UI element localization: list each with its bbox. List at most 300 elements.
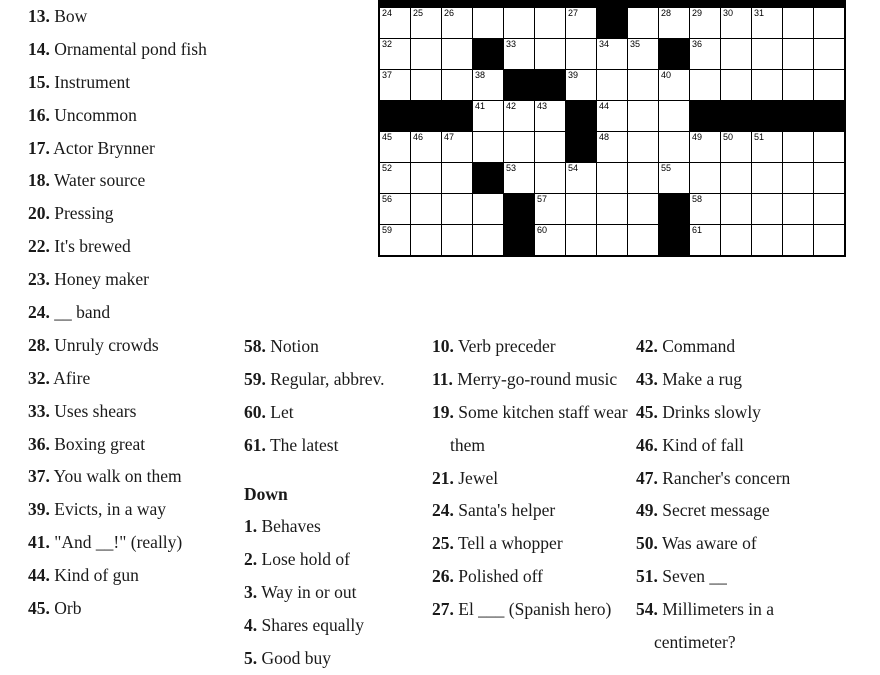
clue-text: The latest	[269, 434, 339, 455]
clue-number: 19.	[432, 401, 454, 422]
grid-cell[interactable]	[411, 225, 442, 257]
clue-number: 10.	[432, 336, 454, 356]
grid-cell-number: 40	[661, 70, 672, 80]
grid-cell[interactable]	[721, 163, 752, 194]
grid-cell[interactable]	[442, 132, 473, 163]
grid-cell[interactable]	[597, 132, 628, 163]
clue-item	[432, 494, 632, 527]
grid-cell-number: 52	[382, 163, 393, 173]
grid-cell-blocked	[628, 0, 659, 8]
clue-text: Kind of fall	[662, 434, 744, 455]
grid-cell-blocked	[783, 0, 814, 8]
grid-cell-blocked	[721, 0, 752, 8]
clue-item	[636, 429, 856, 462]
clue-text: Uncommon	[54, 104, 137, 125]
grid-cell-number: 25	[413, 8, 424, 18]
grid-cell-number: 55	[661, 163, 672, 173]
grid-cell[interactable]	[566, 225, 597, 257]
grid-cell[interactable]	[659, 101, 690, 132]
grid-cell-number: 53	[506, 163, 517, 173]
grid-cell[interactable]	[628, 132, 659, 163]
clue-item	[636, 593, 856, 659]
clue-number: 61.	[244, 434, 266, 455]
grid-cell-number: 58	[692, 194, 703, 204]
clue-item	[244, 609, 424, 642]
grid-cell-number: 33	[506, 39, 517, 49]
clue-number: 25.	[432, 533, 454, 554]
grid-cell[interactable]	[442, 225, 473, 257]
grid-cell-blocked	[566, 132, 597, 163]
grid-cell[interactable]	[752, 163, 783, 194]
clue-number: 60.	[244, 401, 266, 422]
clue-text: Instrument	[54, 71, 131, 92]
clue-number: 2.	[244, 549, 258, 570]
grid-cell-blocked	[504, 70, 535, 101]
clue-text: Command	[662, 336, 736, 356]
grid-cell[interactable]	[690, 39, 721, 70]
grid-cell-blocked	[535, 70, 566, 101]
grid-cell-blocked	[690, 101, 721, 132]
grid-cell-blocked	[690, 0, 721, 8]
clue-item	[432, 560, 632, 593]
clue-text: Notion	[270, 336, 319, 356]
grid-cell-number: 27	[568, 8, 579, 18]
clue-item	[432, 363, 632, 396]
grid-cell[interactable]	[597, 163, 628, 194]
grid-cell[interactable]	[752, 132, 783, 163]
grid-cell[interactable]	[814, 70, 846, 101]
grid-cell[interactable]	[379, 163, 411, 194]
grid-cell[interactable]	[566, 70, 597, 101]
grid-cell[interactable]	[597, 70, 628, 101]
grid-cell-blocked	[752, 0, 783, 8]
grid-cell[interactable]	[721, 132, 752, 163]
grid-cell-number: 57	[537, 194, 548, 204]
grid-cell[interactable]	[473, 194, 504, 225]
grid-cell[interactable]	[721, 194, 752, 225]
grid-cell[interactable]	[473, 132, 504, 163]
clue-item	[28, 132, 260, 165]
grid-cell[interactable]	[504, 101, 535, 132]
grid-row	[379, 101, 845, 132]
clue-number: 59.	[244, 368, 266, 389]
clue-item	[636, 527, 856, 560]
grid-cell[interactable]	[597, 101, 628, 132]
clue-text: Boxing great	[54, 433, 146, 454]
grid-cell[interactable]	[783, 132, 814, 163]
grid-cell[interactable]	[814, 132, 846, 163]
grid-cell[interactable]	[690, 163, 721, 194]
clue-item	[28, 33, 260, 66]
grid-cell-blocked	[473, 39, 504, 70]
clue-text: Santa's helper	[458, 500, 556, 521]
clue-text: Behaves	[261, 516, 321, 537]
clue-item	[636, 396, 856, 429]
grid-cell-blocked	[721, 101, 752, 132]
clue-item	[636, 363, 856, 396]
grid-cell-number: 56	[382, 194, 393, 204]
grid-cell[interactable]	[721, 225, 752, 257]
grid-cell[interactable]	[690, 225, 721, 257]
clue-number: 20.	[28, 203, 50, 224]
grid-cell[interactable]	[690, 194, 721, 225]
grid-cell-number: 61	[692, 225, 703, 235]
clue-text: Bow	[54, 6, 88, 26]
grid-cell[interactable]	[628, 194, 659, 225]
clue-number: 49.	[636, 500, 658, 521]
grid-row	[379, 39, 845, 70]
clue-text: Millimeters in a centimeter?	[654, 599, 775, 653]
grid-row	[379, 194, 845, 225]
clue-item	[28, 395, 260, 428]
grid-cell[interactable]	[504, 163, 535, 194]
grid-cell-number: 31	[754, 8, 765, 18]
grid-cell-number: 38	[475, 70, 486, 80]
clue-column-4	[636, 330, 856, 659]
clue-item	[28, 559, 260, 592]
grid-cell[interactable]	[442, 8, 473, 39]
grid-cell-blocked	[442, 101, 473, 132]
clue-number: 26.	[432, 566, 454, 587]
grid-cell-number: 46	[413, 132, 424, 142]
grid-cell[interactable]	[442, 70, 473, 101]
clue-number: 13.	[28, 6, 50, 26]
grid-cell-number: 37	[382, 70, 393, 80]
clue-number: 27.	[432, 599, 454, 620]
clue-text: Afire	[53, 367, 91, 388]
grid-cell-number: 51	[754, 132, 765, 142]
grid-cell-number: 28	[661, 8, 672, 18]
grid-cell[interactable]	[504, 132, 535, 163]
grid-cell[interactable]	[442, 163, 473, 194]
grid-cell[interactable]	[473, 101, 504, 132]
down-section-heading: Down	[244, 483, 288, 504]
clue-number: 28.	[28, 334, 50, 355]
clue-text: Unruly crowds	[54, 334, 159, 355]
grid-cell-number: 43	[537, 101, 548, 111]
clue-item	[28, 164, 260, 197]
grid-cell-blocked	[379, 0, 411, 8]
grid-cell[interactable]	[504, 39, 535, 70]
clue-item	[636, 330, 856, 363]
clue-text: Merry-go-round music	[457, 368, 618, 389]
clue-number: 37.	[28, 466, 50, 487]
clue-number: 41.	[28, 532, 50, 553]
clue-number: 32.	[28, 367, 50, 388]
grid-cell[interactable]	[411, 194, 442, 225]
clue-number: 50.	[636, 533, 658, 554]
clue-number: 21.	[432, 467, 454, 488]
clue-item	[28, 230, 260, 263]
grid-cell-blocked	[504, 0, 535, 8]
clue-text: Was aware of	[661, 533, 757, 554]
grid-cell[interactable]	[628, 8, 659, 39]
grid-cell-number: 41	[475, 101, 486, 111]
clue-item	[28, 197, 260, 230]
clue-item	[28, 263, 260, 296]
clue-text: "And __!" (really)	[54, 532, 183, 553]
grid-cell[interactable]	[783, 39, 814, 70]
grid-cell[interactable]	[535, 8, 566, 39]
grid-cell-number: 45	[382, 132, 393, 142]
clue-column-1	[28, 0, 260, 625]
clue-item	[244, 576, 424, 609]
grid-cell-number: 24	[382, 8, 393, 18]
clue-number: 1.	[244, 516, 258, 537]
grid-cell[interactable]	[535, 101, 566, 132]
grid-cell-number: 35	[630, 39, 641, 49]
clue-text: Honey maker	[54, 269, 150, 290]
grid-cell-number: 60	[537, 225, 548, 235]
grid-cell[interactable]	[814, 163, 846, 194]
grid-cell-blocked	[504, 225, 535, 257]
clue-text: Lose hold of	[261, 549, 350, 570]
clue-text: Orb	[54, 598, 82, 619]
clue-number: 39.	[28, 499, 50, 520]
grid-cell-blocked	[597, 0, 628, 8]
clue-text: El ___ (Spanish hero)	[458, 599, 612, 620]
grid-cell-blocked	[442, 0, 473, 8]
grid-cell[interactable]	[814, 8, 846, 39]
grid-cell[interactable]	[721, 70, 752, 101]
clue-number: 47.	[636, 467, 658, 488]
grid-cell[interactable]	[473, 70, 504, 101]
grid-cell-number: 34	[599, 39, 610, 49]
grid-cell-blocked	[566, 0, 597, 8]
grid-cell[interactable]	[473, 8, 504, 39]
grid-cell[interactable]	[411, 8, 442, 39]
grid-cell[interactable]	[473, 225, 504, 257]
grid-cell[interactable]	[783, 225, 814, 257]
grid-cell[interactable]	[752, 194, 783, 225]
grid-cell[interactable]	[566, 8, 597, 39]
grid-cell[interactable]	[752, 70, 783, 101]
grid-cell[interactable]	[659, 70, 690, 101]
clue-item	[432, 396, 632, 462]
clue-text: Water source	[53, 170, 146, 191]
grid-cell-number: 49	[692, 132, 703, 142]
grid-cell-blocked	[783, 101, 814, 132]
grid-cell-blocked	[379, 101, 411, 132]
clue-text: Some kitchen staff wear them	[450, 401, 628, 455]
grid-cell-number: 42	[506, 101, 517, 111]
grid-cell-blocked	[566, 101, 597, 132]
grid-cell[interactable]	[690, 70, 721, 101]
grid-cell-blocked	[814, 101, 846, 132]
clue-number: 4.	[244, 615, 258, 636]
clue-number: 54.	[636, 599, 658, 620]
clue-item	[28, 526, 260, 559]
grid-cell[interactable]	[379, 225, 411, 257]
grid-cell[interactable]	[628, 70, 659, 101]
clue-number: 23.	[28, 269, 50, 290]
clue-text: Kind of gun	[54, 565, 139, 586]
grid-cell[interactable]	[411, 163, 442, 194]
clue-text: Make a rug	[662, 368, 742, 389]
grid-cell[interactable]	[659, 8, 690, 39]
grid-cell[interactable]	[535, 225, 566, 257]
grid-row	[379, 70, 845, 101]
clue-number: 51.	[636, 566, 658, 587]
clue-item	[28, 460, 260, 493]
grid-row	[379, 0, 845, 8]
grid-cell[interactable]	[566, 163, 597, 194]
clue-item	[28, 592, 260, 625]
grid-cell[interactable]	[659, 132, 690, 163]
clue-number: 5.	[244, 648, 258, 669]
grid-cell-blocked	[504, 194, 535, 225]
clue-text: Drinks slowly	[662, 401, 761, 422]
grid-cell[interactable]	[659, 163, 690, 194]
grid-cell[interactable]	[379, 8, 411, 39]
clue-number: 14.	[28, 38, 50, 59]
clue-number: 44.	[28, 565, 50, 586]
grid-cell-number: 50	[723, 132, 734, 142]
grid-cell[interactable]	[690, 132, 721, 163]
grid-cell-number: 47	[444, 132, 455, 142]
clue-text: Tell a whopper	[457, 533, 563, 554]
clue-item	[636, 560, 856, 593]
grid-cell[interactable]	[752, 225, 783, 257]
grid-cell[interactable]	[442, 194, 473, 225]
clue-number: 3.	[244, 582, 258, 603]
grid-cell[interactable]	[783, 70, 814, 101]
grid-cell[interactable]	[597, 225, 628, 257]
grid-cell[interactable]	[566, 194, 597, 225]
crossword-grid-table	[378, 0, 846, 257]
clue-item	[28, 493, 260, 526]
clue-number: 11.	[432, 368, 453, 389]
grid-cell-number: 36	[692, 39, 703, 49]
clue-text: You walk on them	[53, 466, 182, 487]
clue-text: Good buy	[261, 648, 332, 669]
grid-cell[interactable]	[379, 39, 411, 70]
grid-cell-blocked	[659, 225, 690, 257]
grid-cell[interactable]	[628, 39, 659, 70]
grid-cell[interactable]	[814, 39, 846, 70]
grid-cell[interactable]	[379, 194, 411, 225]
grid-cell[interactable]	[752, 39, 783, 70]
grid-cell[interactable]	[628, 101, 659, 132]
clue-item	[28, 329, 260, 362]
grid-cell[interactable]	[597, 39, 628, 70]
clue-text: Evicts, in a way	[54, 499, 167, 520]
grid-cell-number: 44	[599, 101, 610, 111]
grid-cell-number: 29	[692, 8, 703, 18]
grid-cell[interactable]	[721, 39, 752, 70]
grid-cell-number: 32	[382, 39, 393, 49]
clue-text: Regular, abbrev.	[270, 368, 385, 389]
grid-cell[interactable]	[690, 8, 721, 39]
clue-text: Shares equally	[261, 615, 365, 636]
clue-number: 33.	[28, 400, 50, 421]
grid-cell-blocked	[659, 194, 690, 225]
grid-cell[interactable]	[783, 8, 814, 39]
clue-text: Way in or out	[261, 582, 357, 603]
grid-cell[interactable]	[442, 39, 473, 70]
clue-item	[28, 362, 260, 395]
clue-item	[28, 0, 260, 33]
clue-number: 45.	[28, 598, 50, 619]
clue-text: Polished off	[458, 566, 543, 587]
grid-cell[interactable]	[379, 132, 411, 163]
grid-cell[interactable]	[566, 39, 597, 70]
clue-item	[244, 543, 424, 576]
grid-cell[interactable]	[535, 163, 566, 194]
grid-cell[interactable]	[411, 70, 442, 101]
grid-cell[interactable]	[814, 194, 846, 225]
grid-cell[interactable]	[597, 194, 628, 225]
clue-item	[244, 429, 424, 462]
clue-number: 24.	[28, 302, 50, 323]
clue-text: Rancher's concern	[662, 467, 791, 488]
clue-number: 22.	[28, 236, 50, 257]
grid-cell-number: 59	[382, 225, 393, 235]
clue-item	[636, 494, 856, 527]
grid-cell[interactable]	[628, 163, 659, 194]
clue-number: 58.	[244, 336, 266, 356]
grid-cell[interactable]	[411, 39, 442, 70]
grid-cell-number: 26	[444, 8, 455, 18]
grid-cell[interactable]	[721, 8, 752, 39]
clue-number: 16.	[28, 104, 50, 125]
grid-cell[interactable]	[379, 70, 411, 101]
grid-row	[379, 132, 845, 163]
grid-cell-blocked	[659, 39, 690, 70]
clue-item	[244, 363, 424, 396]
grid-cell[interactable]	[535, 39, 566, 70]
grid-row	[379, 225, 845, 257]
grid-cell[interactable]	[535, 132, 566, 163]
clue-item	[244, 396, 424, 429]
grid-cell-blocked	[411, 0, 442, 8]
clue-column-2	[244, 330, 424, 675]
clue-item	[244, 330, 424, 363]
grid-row	[379, 163, 845, 194]
clue-number: 46.	[636, 434, 658, 455]
grid-cell[interactable]	[752, 8, 783, 39]
clue-text: Pressing	[54, 203, 114, 224]
grid-cell[interactable]	[504, 8, 535, 39]
clue-item	[432, 593, 632, 626]
grid-cell-blocked	[814, 0, 846, 8]
clue-item	[244, 642, 424, 675]
grid-cell-blocked	[473, 0, 504, 8]
clue-item	[432, 330, 632, 363]
clue-number: 45.	[636, 401, 658, 422]
clue-column-3	[432, 330, 632, 626]
grid-row	[379, 8, 845, 39]
clue-number: 15.	[28, 71, 50, 92]
grid-cell[interactable]	[783, 163, 814, 194]
clue-number: 17.	[28, 137, 50, 158]
clue-item	[432, 527, 632, 560]
clue-text: Jewel	[458, 467, 499, 488]
grid-cell-blocked	[535, 0, 566, 8]
clue-text: Uses shears	[54, 400, 137, 421]
clue-item	[636, 462, 856, 495]
clue-number: 43.	[636, 368, 658, 389]
grid-cell[interactable]	[814, 225, 846, 257]
grid-cell[interactable]	[783, 194, 814, 225]
grid-cell[interactable]	[411, 132, 442, 163]
clue-item	[28, 428, 260, 461]
grid-cell[interactable]	[628, 225, 659, 257]
clue-text: Actor Brynner	[53, 137, 155, 158]
grid-cell[interactable]	[535, 194, 566, 225]
clue-item	[28, 66, 260, 99]
clue-text: Verb preceder	[457, 336, 556, 356]
